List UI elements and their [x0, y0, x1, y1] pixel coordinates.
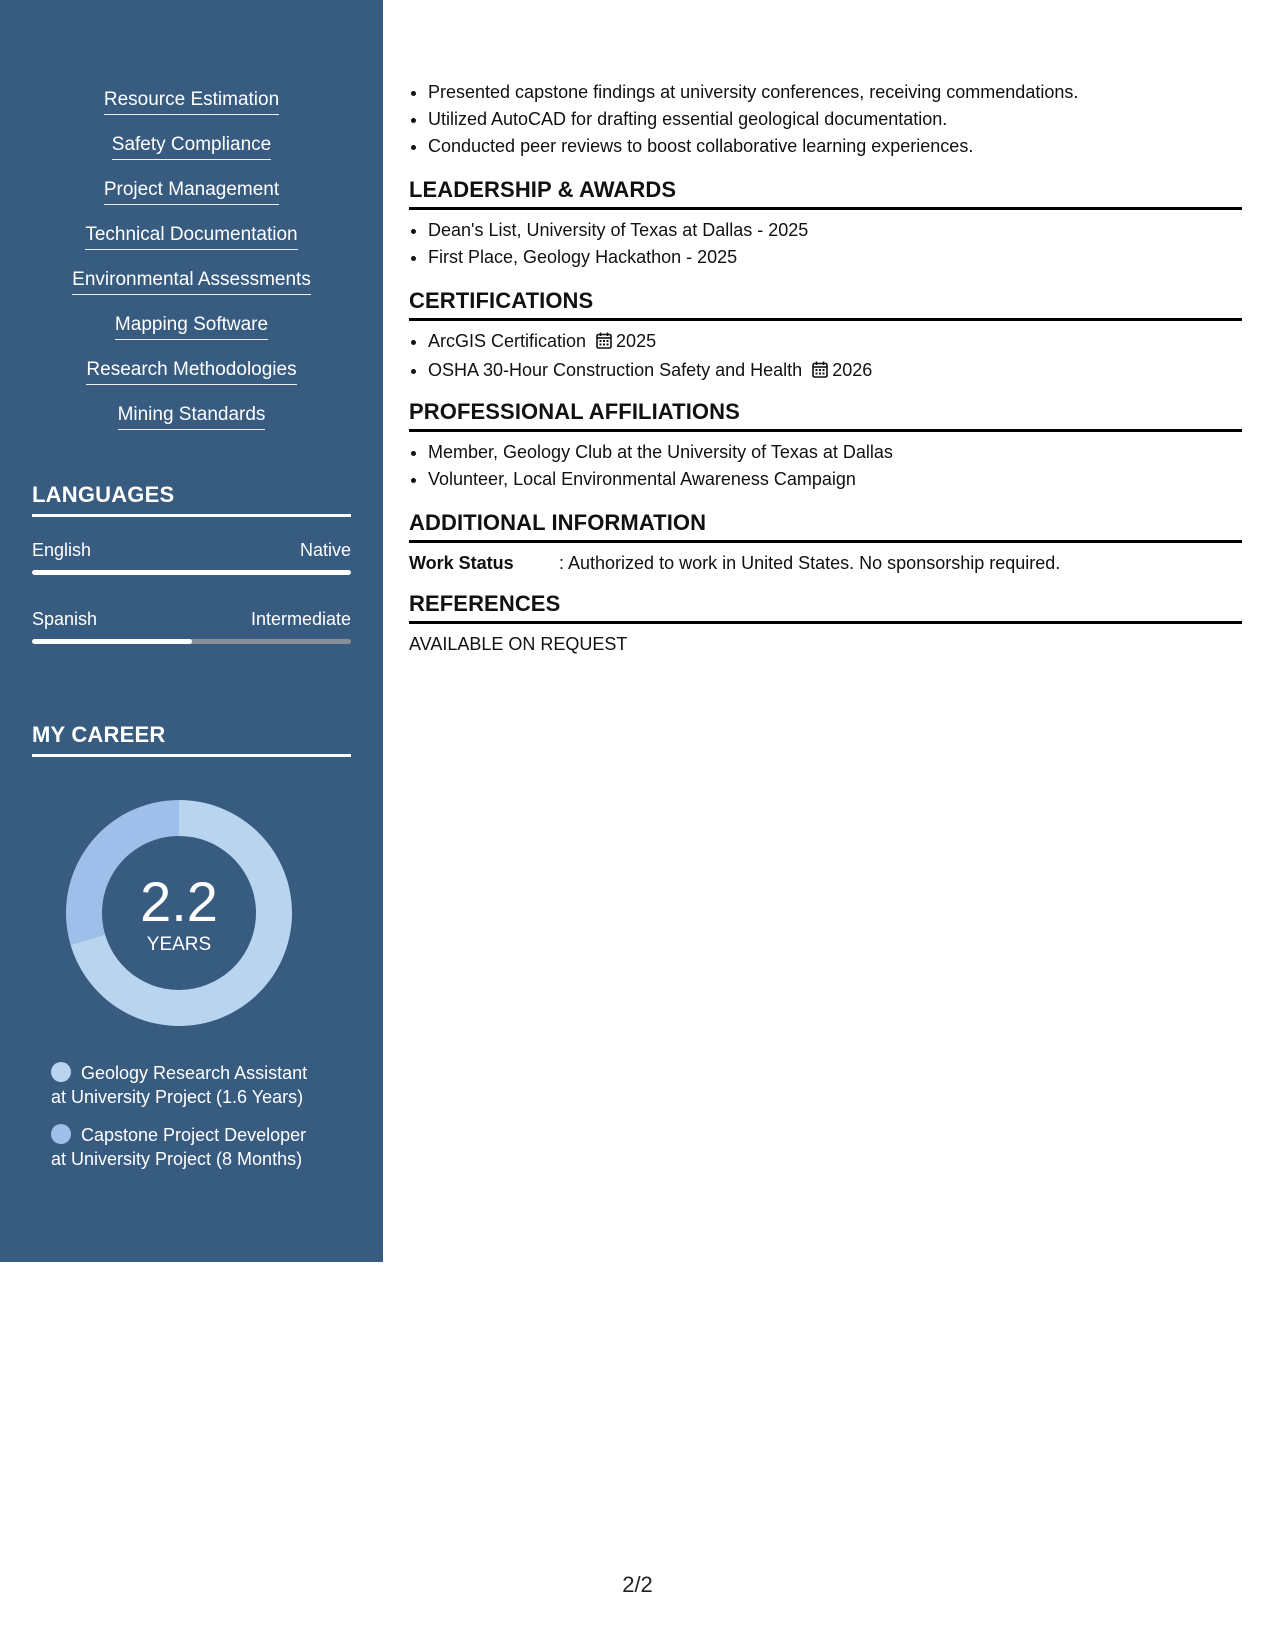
list-item: • Dean's List, University of Texas at Dallas - 2025 [428, 217, 1242, 244]
language-level: Native [299, 540, 351, 560]
legend-dot [51, 1062, 71, 1082]
certifications-list [409, 328, 1242, 386]
career-item [51, 1123, 351, 1171]
page-number: 2/2 [622, 1572, 653, 1597]
donut-center [66, 800, 292, 1026]
section-title: REFERENCES [409, 591, 1242, 624]
language-bar-english [32, 570, 351, 575]
references-section [409, 591, 1242, 658]
skill-item: Technical Documentation [85, 223, 297, 250]
list-item: • Volunteer, Local Environmental Awareness Campaign [428, 466, 1242, 493]
career-role: Capstone Project Developer [81, 1125, 307, 1145]
language-level: Intermediate [250, 609, 351, 629]
language-row-spanish [32, 608, 351, 630]
career-detail: at University Project (8 Months) [51, 1149, 303, 1169]
work-status-row [409, 550, 1242, 577]
skills-list [0, 88, 383, 448]
work-status-value: : Authorized to work in United States. No sponsorship required. [559, 553, 1061, 573]
career-role: Geology Research Assistant [81, 1063, 308, 1083]
references-text: AVAILABLE ON REQUEST [409, 634, 628, 654]
list-item: • Member, Geology Club at the University of Texas at Dallas [428, 439, 1242, 466]
list-item: • Conducted peer reviews to boost collaborative learning experiences. [428, 133, 1242, 160]
language-name: Spanish [32, 609, 98, 629]
career-donut-chart [66, 800, 292, 1026]
skill-item: Mining Standards [118, 403, 266, 430]
skill-item: Research Methodologies [86, 358, 296, 385]
affiliations-list [409, 439, 1242, 493]
certification-name: OSHA 30-Hour Construction Safety and Health [428, 360, 803, 380]
skill-item: Safety Compliance [112, 133, 271, 160]
career-years-unit: YEARS [146, 934, 212, 955]
list-item [428, 328, 1242, 357]
language-bar-fill [32, 570, 351, 575]
list-item: • First Place, Geology Hackathon - 2025 [428, 244, 1242, 271]
calendar-icon [812, 359, 828, 386]
leadership-list [409, 217, 1242, 271]
languages-heading: LANGUAGES [32, 482, 351, 517]
language-row-english [32, 539, 351, 561]
legend-dot [51, 1124, 71, 1144]
experience-continued [409, 79, 1242, 160]
section-title: CERTIFICATIONS [409, 288, 1242, 321]
certification-year: 2025 [616, 331, 657, 351]
section-title: ADDITIONAL INFORMATION [409, 510, 1242, 543]
list-item: • Utilized AutoCAD for drafting essential geological documentation. [428, 106, 1242, 133]
certification-year: 2026 [832, 360, 873, 380]
work-status-label: Work Status [409, 553, 514, 573]
experience-bullets [409, 79, 1242, 160]
career-item [51, 1061, 351, 1109]
sidebar [0, 0, 383, 1262]
career-total-years: 2.2 [140, 870, 218, 933]
language-bar-spanish [32, 639, 351, 644]
skill-item: Mapping Software [115, 313, 268, 340]
language-bar-fill [32, 639, 192, 644]
calendar-icon [596, 330, 612, 357]
list-item: • Presented capstone findings at university conferences, receiving commendations. [428, 79, 1242, 106]
career-detail: at University Project (1.6 Years) [51, 1087, 304, 1107]
affiliations-section [409, 399, 1242, 493]
career-heading: MY CAREER [32, 722, 351, 757]
section-title: LEADERSHIP & AWARDS [409, 177, 1242, 210]
certifications-section [409, 288, 1242, 386]
certification-name: ArcGIS Certification [428, 331, 587, 351]
section-title: PROFESSIONAL AFFILIATIONS [409, 399, 1242, 432]
language-name: English [32, 540, 92, 560]
skill-item: Project Management [104, 178, 279, 205]
skill-item: Resource Estimation [104, 88, 279, 115]
skill-item: Environmental Assessments [72, 268, 311, 295]
additional-info-section [409, 510, 1242, 577]
leadership-section [409, 177, 1242, 271]
list-item [428, 357, 1242, 386]
